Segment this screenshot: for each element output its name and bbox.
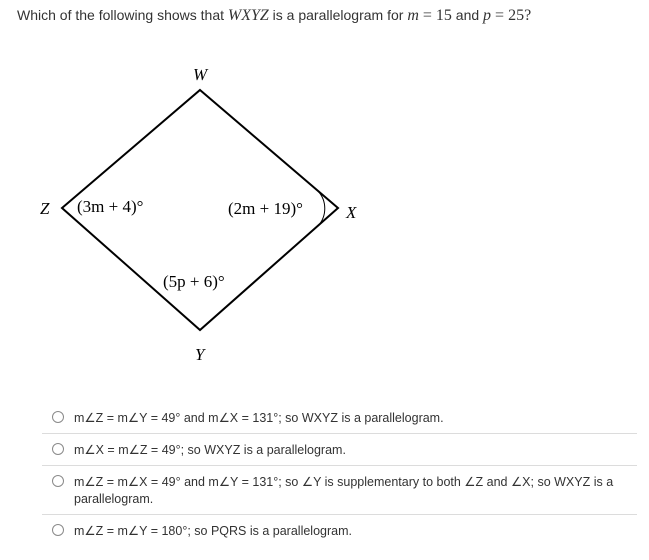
radio-button[interactable] [52, 524, 64, 536]
p-value: = 25? [491, 7, 532, 24]
radio-button[interactable] [52, 443, 64, 455]
angle-label-y: (5p + 6)° [163, 272, 225, 291]
question-and: and [451, 7, 484, 23]
choice-text: m∠Z = m∠Y = 180°; so PQRS is a parallelogram. [74, 524, 352, 538]
choice-text: m∠Z = m∠Y = 49° and m∠X = 131°; so WXYZ is a parallelogram. [74, 411, 444, 425]
parallelogram-name: WXYZ [227, 7, 269, 24]
angle-label-z: (3m + 4)° [77, 197, 144, 216]
choice-text: m∠X = m∠Z = 49°; so WXYZ is a parallelogram. [74, 443, 346, 457]
answer-choice-3[interactable] [42, 466, 637, 515]
choice-text: m∠Z = m∠X = 49° and m∠Y = 131°; so ∠Y is supplementary to both ∠Z and ∠X; so WXYZ is a parallelogram. [74, 475, 614, 506]
m-value: = 15 [418, 7, 452, 24]
answer-choice-2[interactable] [42, 434, 637, 466]
m-variable: m [407, 7, 419, 24]
answer-choice-1[interactable] [42, 402, 637, 434]
p-variable: p [483, 7, 492, 24]
vertex-label-z: Z [40, 199, 50, 218]
answer-choices [42, 402, 637, 546]
answer-choice-4[interactable] [42, 515, 637, 546]
radio-button[interactable] [52, 411, 64, 423]
vertex-label-w: W [193, 65, 208, 84]
vertex-label-y: Y [195, 345, 205, 364]
question-prefix: Which of the following shows that [17, 7, 228, 23]
vertex-label-x: X [346, 203, 357, 222]
question-middle: is a parallelogram for [268, 7, 408, 23]
radio-button[interactable] [52, 475, 64, 487]
angle-label-x: (2m + 19)° [228, 199, 303, 218]
